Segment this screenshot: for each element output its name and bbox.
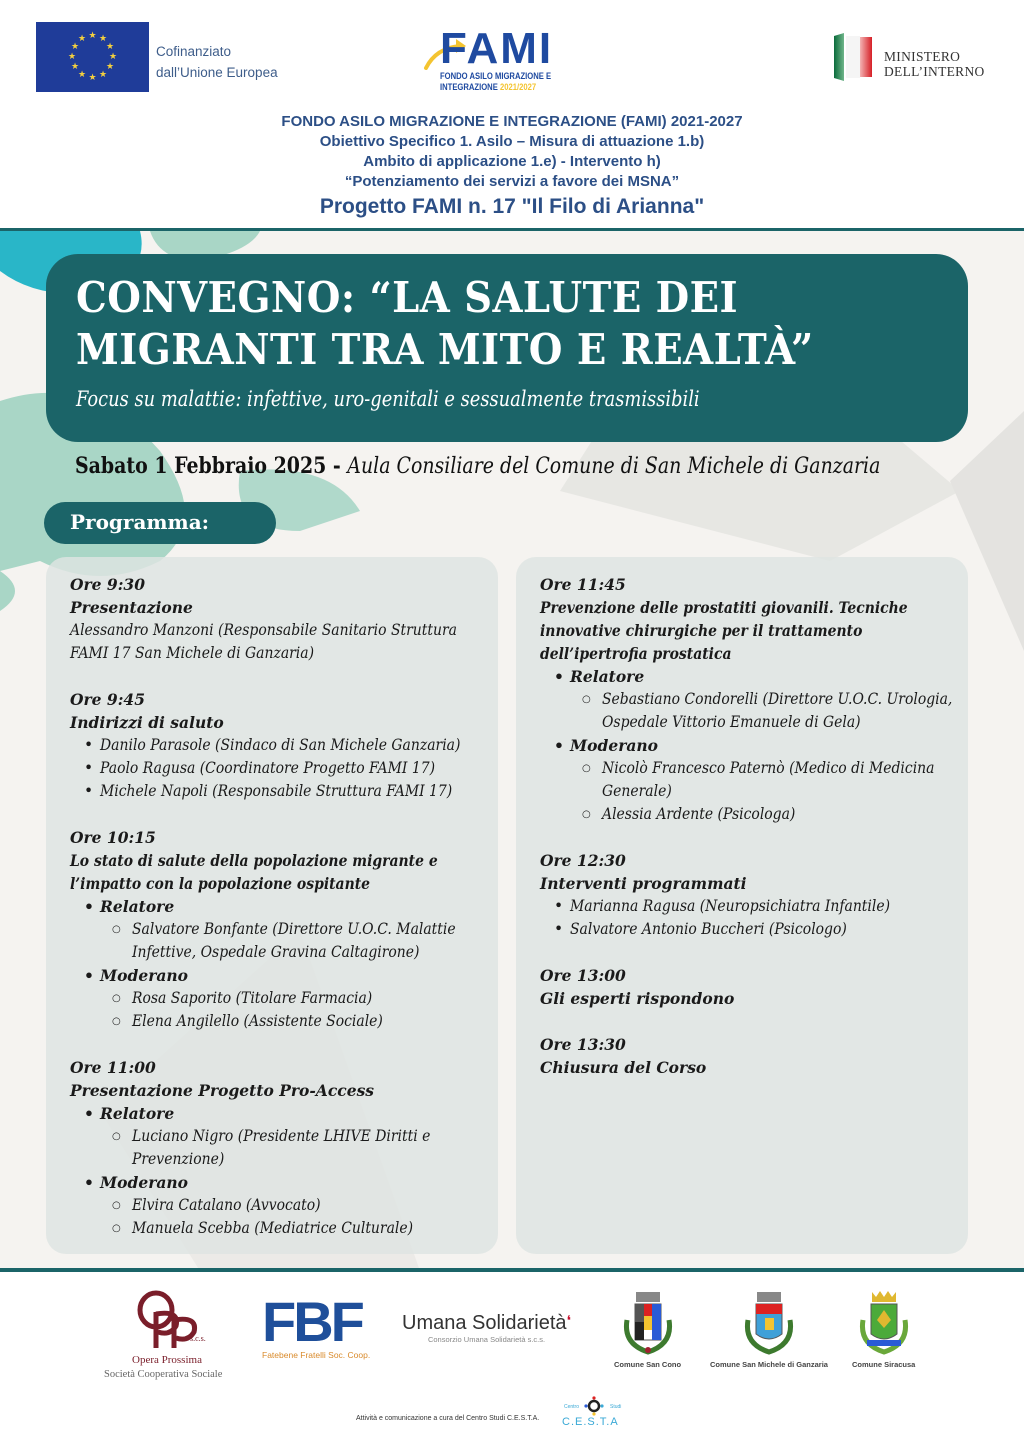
event-title-line2: MIGRANTI TRA MITO E REALTÀ” xyxy=(76,325,814,374)
slot-time: Ore 13:00 xyxy=(540,966,626,985)
opp-name: Opera Prossima xyxy=(132,1354,202,1366)
fami-subtitle xyxy=(440,71,551,93)
fbf-wordmark: FBF xyxy=(262,1290,362,1353)
program-slot xyxy=(70,688,488,803)
speaker-cont: Infettive, Ospedale Gravina Caltagirone) xyxy=(132,943,420,961)
slot-heading: l’impatto con la popolazione ospitante xyxy=(70,874,371,893)
cesta-top-right: Studi xyxy=(610,1404,622,1410)
slot-heading: Lo stato di salute della popolazione migrante e xyxy=(70,851,438,870)
fami-logo xyxy=(420,26,570,98)
slot-heading: innovative chirurgiche per il trattamento xyxy=(540,621,863,640)
program-label: Programma: xyxy=(70,510,210,534)
fund-line: FONDO ASILO MIGRAZIONE E INTEGRAZIONE (FAMI) 2021-2027 xyxy=(281,113,743,130)
fund-line: “Potenziamento dei servizi a favore dei MSNA” xyxy=(344,173,680,190)
fami-years: 2021/2027 xyxy=(499,82,537,92)
umana-wordmark: Umana Solidarietà xyxy=(402,1312,567,1334)
svg-text:★: ★ xyxy=(77,70,87,80)
speaker: Alessia Ardente (Psicologa) xyxy=(602,805,796,823)
ministry-line1: MINISTERO xyxy=(884,49,961,64)
comune-label: Comune Siracusa xyxy=(852,1360,916,1369)
slot-time: Ore 12:30 xyxy=(540,851,626,870)
event-date: Sabato 1 Febbraio 2025 xyxy=(75,453,327,479)
slot-heading: Presentazione xyxy=(70,598,193,617)
slot-heading: Indirizzi di saluto xyxy=(70,713,224,732)
program-slot xyxy=(540,964,958,1010)
comune-san-michele xyxy=(710,1290,828,1369)
ministry-text xyxy=(884,49,985,79)
comune-san-cono xyxy=(614,1290,681,1369)
event-place: Aula Consiliare del Comune di San Michele di Ganzaria xyxy=(347,454,881,479)
separator: - xyxy=(326,453,348,479)
speaker: Danilo Parasole (Sindaco di San Michele Ganzaria) xyxy=(100,736,461,754)
speaker: Rosa Saporito (Titolare Farmacia) xyxy=(132,989,373,1007)
slot-time: Ore 9:30 xyxy=(70,575,146,594)
italian-flag-icon xyxy=(832,33,874,81)
role-label: • Relatore xyxy=(70,895,488,918)
slot-time: Ore 10:15 xyxy=(70,828,156,847)
speaker: Luciano Nigro (Presidente LHIVE Diritti e xyxy=(132,1127,431,1145)
svg-text:★: ★ xyxy=(98,70,108,80)
role-label: • Relatore xyxy=(540,665,958,688)
slot-heading: dell’ipertrofia prostatica xyxy=(540,644,732,663)
slot-heading: Gli esperti rispondono xyxy=(540,989,735,1008)
svg-text:★: ★ xyxy=(70,42,80,52)
slot-time: Ore 9:45 xyxy=(70,690,146,709)
event-subtitle: Focus su malattie: infettive, uro-genitali e sessualmente trasmissibili xyxy=(76,387,700,411)
program-slot xyxy=(540,849,958,941)
svg-text:★: ★ xyxy=(88,31,97,41)
slot-time: Ore 11:00 xyxy=(70,1058,156,1077)
ministry-line2: DELL’INTERNO xyxy=(884,64,985,79)
svg-text:★: ★ xyxy=(88,73,97,83)
footer xyxy=(0,1268,1024,1448)
comune-label: Comune San Michele di Ganzaria xyxy=(710,1360,828,1369)
event-title-line1: CONVEGNO: “LA SALUTE DEI xyxy=(76,273,739,322)
comune-siracusa xyxy=(852,1290,915,1369)
program-slot xyxy=(540,1033,958,1079)
project-title: Progetto FAMI n. 17 "Il Filo di Arianna" xyxy=(319,195,705,218)
fami-sub-line2: INTEGRAZIONE xyxy=(440,82,500,92)
svg-text:★: ★ xyxy=(67,52,77,62)
eu-line1: Cofinanziato xyxy=(156,44,232,59)
svg-text:★: ★ xyxy=(70,62,80,72)
speaker-cont: Prevenzione) xyxy=(132,1150,225,1168)
program-column-left xyxy=(46,557,498,1254)
role-label: • Moderano xyxy=(70,964,488,987)
header xyxy=(0,0,1024,228)
speaker: Sebastiano Condorelli (Direttore U.O.C. Urologia, xyxy=(602,690,953,708)
eu-flag-icon xyxy=(36,22,149,92)
svg-text:★: ★ xyxy=(98,34,108,44)
program-slot xyxy=(70,826,488,1033)
program-slot xyxy=(70,1056,488,1240)
speaker: Salvatore Bonfante (Direttore U.O.C. Malattie xyxy=(132,920,456,938)
coat-of-arms-san-cono-icon xyxy=(619,1290,677,1356)
slot-time: Ore 11:45 xyxy=(540,575,626,594)
event-title xyxy=(76,272,814,376)
svg-text:★: ★ xyxy=(105,62,115,72)
speaker: Paolo Ragusa (Coordinatore Progetto FAMI 17) xyxy=(100,759,436,777)
speaker: Elvira Catalano (Avvocato) xyxy=(132,1196,321,1214)
slot-time: Ore 13:30 xyxy=(540,1035,626,1054)
speaker: Nicolò Francesco Paternò (Medico di Medicina xyxy=(602,759,935,777)
cesta-logo xyxy=(560,1396,628,1432)
svg-text:★: ★ xyxy=(108,52,118,62)
slot-heading: Chiusura del Corso xyxy=(540,1058,707,1077)
comune-label: Comune San Cono xyxy=(614,1360,682,1369)
umana-desc: Consorzio Umana Solidarietà s.c.s. xyxy=(427,1335,546,1344)
speaker-cont: Ospedale Vittorio Emanuele di Gela) xyxy=(602,713,861,731)
cesta-wordmark: C.E.S.T.A xyxy=(562,1416,619,1428)
credit-line: Attività e comunicazione a cura del Centro Studi C.E.S.T.A. xyxy=(356,1415,540,1422)
cesta-top-left: Centro xyxy=(564,1404,580,1410)
speaker: Elena Angilello (Assistente Sociale) xyxy=(132,1012,383,1030)
speaker: Michele Napoli (Responsabile Struttura FAMI 17) xyxy=(100,782,453,800)
speaker: Manuela Scebba (Mediatrice Culturale) xyxy=(132,1219,414,1237)
umana-solidarieta-logo xyxy=(402,1312,571,1344)
poster-body xyxy=(0,228,1024,1268)
svg-text:★: ★ xyxy=(105,42,115,52)
eu-line2: dall’Unione Europea xyxy=(156,65,278,80)
opp-desc: Società Cooperativa Sociale xyxy=(104,1369,223,1380)
fund-description xyxy=(0,112,1024,222)
fund-line: Ambito di applicazione 1.e) - Intervento h) xyxy=(363,153,661,170)
role-label: • Moderano xyxy=(540,734,958,757)
fbf-logo xyxy=(262,1290,382,1360)
program-column-right xyxy=(516,557,968,1254)
slot-heading: Interventi programmati xyxy=(540,874,747,893)
svg-text:★: ★ xyxy=(77,34,87,44)
slot-heading: Prevenzione delle prostatiti giovanili. Tecniche xyxy=(540,598,908,617)
program-label-pill xyxy=(44,502,276,544)
role-label: • Relatore xyxy=(70,1102,488,1125)
speaker: FAMI 17 San Michele di Ganzaria) xyxy=(70,644,315,662)
fami-wordmark: FAMI xyxy=(440,24,554,73)
speaker-cont: Generale) xyxy=(602,782,672,800)
fami-sub-line1: FONDO ASILO MIGRAZIONE E xyxy=(440,71,552,81)
eu-cofunding-text xyxy=(156,41,278,83)
slot-heading: Presentazione Progetto Pro-Access xyxy=(70,1081,375,1100)
program-slot xyxy=(540,573,958,826)
red-accent-icon: ❛ xyxy=(566,1312,572,1328)
cesta-mark-icon xyxy=(560,1396,628,1418)
opp-scs: s.c.s. xyxy=(190,1334,206,1343)
speaker: Salvatore Antonio Buccheri (Psicologo) xyxy=(570,920,847,938)
fbf-desc: Fatebene Fratelli Soc. Coop. xyxy=(262,1350,371,1360)
event-title-card xyxy=(46,254,968,442)
coat-of-arms-siracusa-icon xyxy=(855,1290,913,1356)
event-date-place xyxy=(75,453,880,479)
role-label: • Moderano xyxy=(70,1171,488,1194)
speaker: Marianna Ragusa (Neuropsichiatra Infantile) xyxy=(570,897,891,915)
speaker: Alessandro Manzoni (Responsabile Sanitario Struttura xyxy=(70,621,457,639)
fund-line: Obiettivo Specifico 1. Asilo – Misura di attuazione 1.b) xyxy=(319,133,705,150)
program-slot xyxy=(70,573,488,665)
coat-of-arms-san-michele-icon xyxy=(740,1290,798,1356)
